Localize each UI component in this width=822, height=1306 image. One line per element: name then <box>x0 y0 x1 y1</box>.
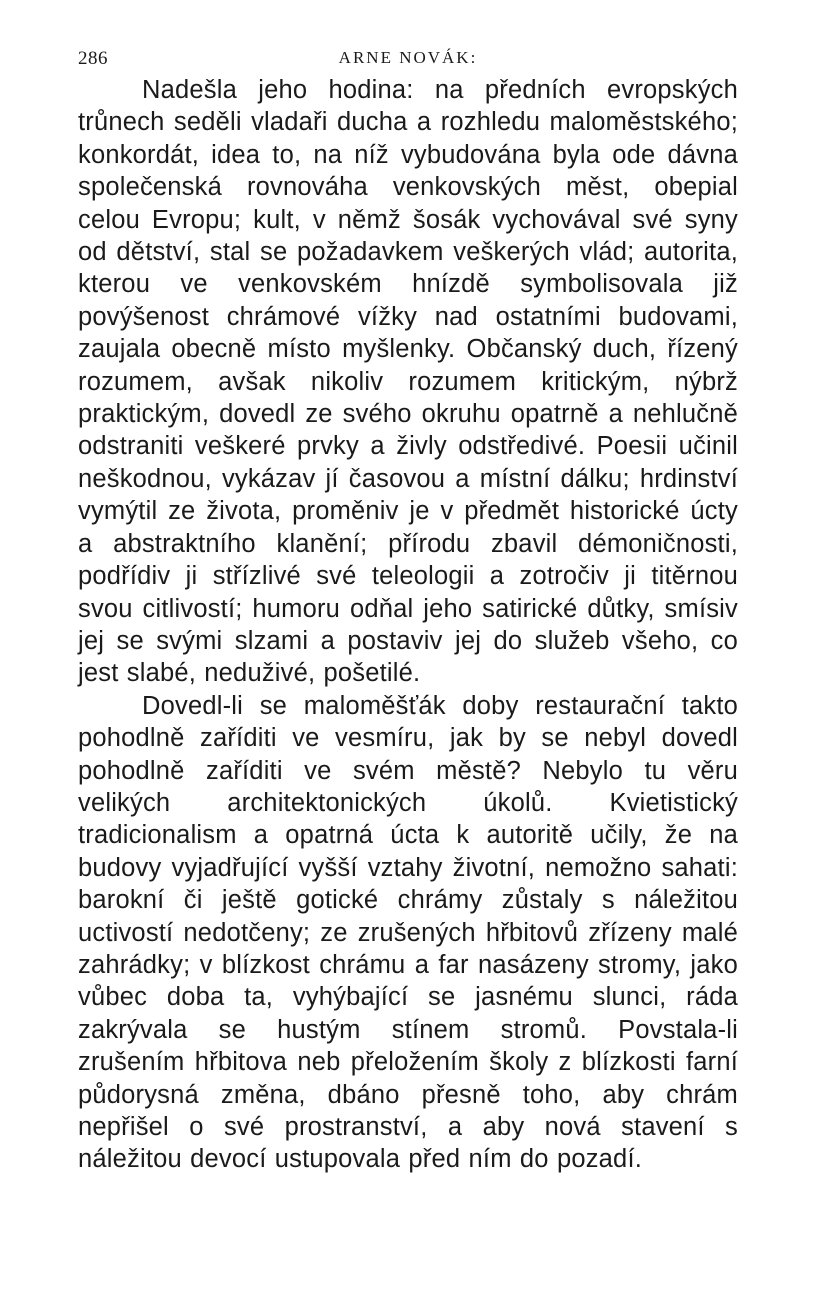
body-text <box>78 74 738 1176</box>
paragraph: Nadešla jeho hodina: na předních evropských trůnech seděli vladaři ducha a rozhledu maloměstského; konkordát, idea to, na níž vybudována byla ode dávna společenská rovnováha venkovských měst, obepial celou Evropu; kult, v němž šosák vychovával své syny od dětství, stal se požadavkem veškerých vlád; autorita, kterou ve venkovském hnízdě symbolisovala již povýšenost chrámové vížky nad ostatními budovami, zaujala obecně místo myšlenky. Občanský duch, řízený rozumem, avšak nikoliv rozumem kritickým, nýbrž praktickým, dovedl ze svého okruhu opatrně a nehlučně odstraniti veškeré prvky a živly odstředivé. Poesii učinil neškodnou, vykázav jí časovou a místní dálku; hrdinství vymýtil ze života, proměniv je v předmět historické úcty a abstraktního klanění; přírodu zbavil démoničnosti, podřídiv ji střízlivé své teleologii a zotročiv ji titěrnou svou citlivostí; humoru odňal jeho satirické důtky, smísiv jej se svými slzami a postaviv jej do služeb všeho, co jest slabé, neduživé, pošetilé. <box>78 76 738 688</box>
running-head: ARNE NOVÁK: <box>338 48 478 67</box>
page-header <box>78 40 738 74</box>
page-number: 286 <box>78 48 108 69</box>
book-page <box>78 40 738 1176</box>
paragraph: Dovedl-li se maloměšťák doby restaurační takto pohodlně zaříditi ve vesmíru, jak by se nebyl dovedl pohodlně zaříditi ve svém městě? Nebylo tu věru velikých architektonických úkolů. Kvietistický tradicionalism a opatrná úcta k autoritě učily, že na budovy vyjadřující vyšší vztahy životní, nemožno sahati: barokní či ještě gotické chrámy zůstaly s náležitou uctivostí nedotčeny; ze zrušených hřbitovů zřízeny malé zahrádky; v blízkost chrámu a far nasázeny stromy, jako vůbec doba ta, vyhýbající se jasnému slunci, ráda zakrývala se hustým stínem stromů. Povstala-li zrušením hřbitova neb přeložením školy z blízkosti farní půdorysná změna, dbáno přesně toho, aby chrám nepřišel o své prostranství, a aby nová stavení s náležitou devocí ustupovala před ním do pozadí. <box>78 691 738 1174</box>
